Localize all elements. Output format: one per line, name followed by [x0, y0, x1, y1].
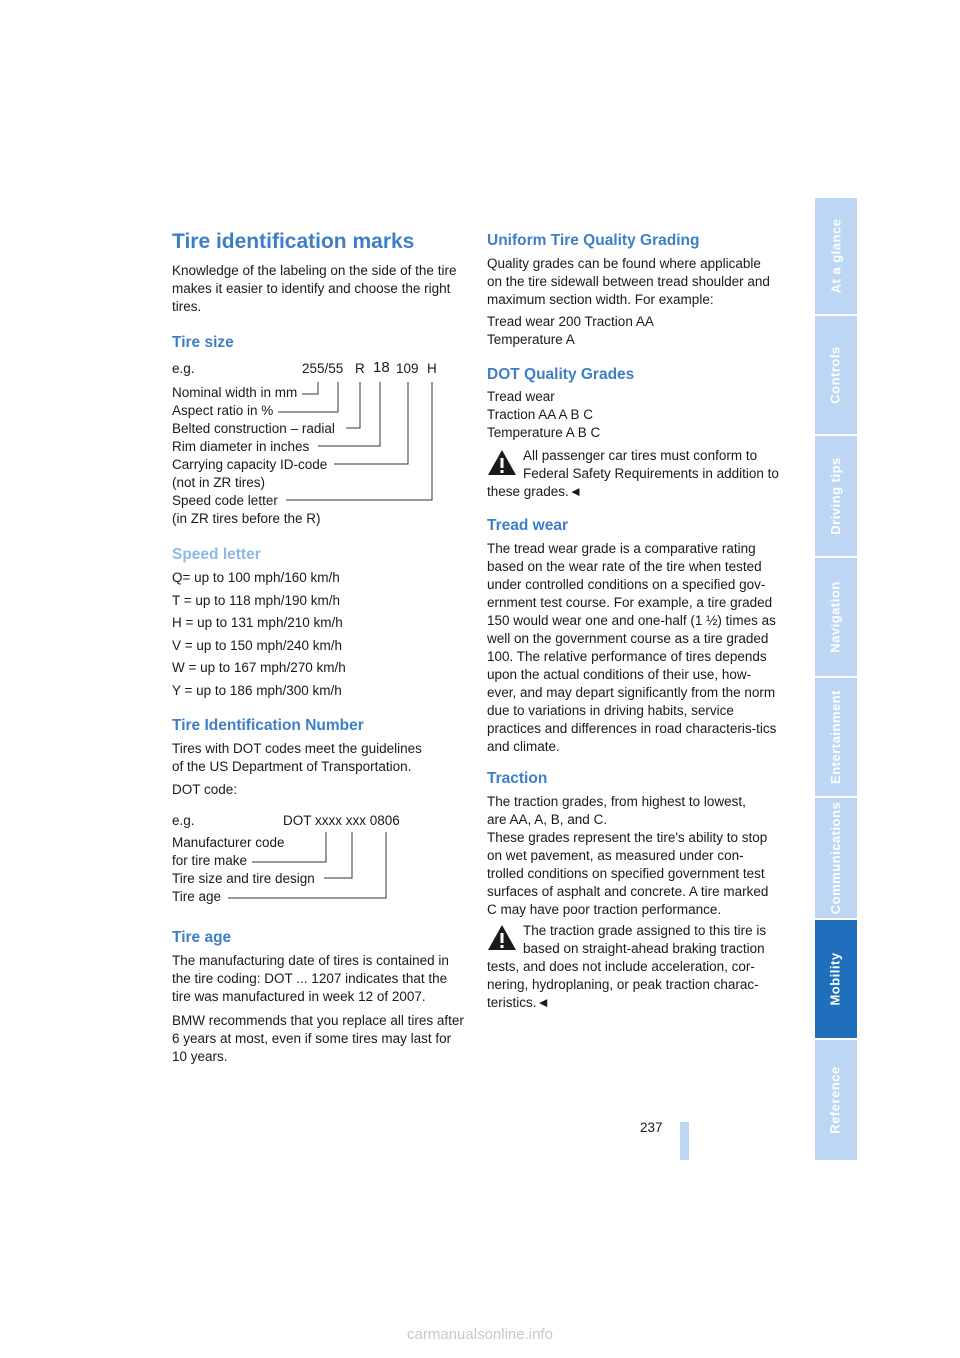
tire-age-paragraph: BMW recommends that you replace all tires after 6 years at most, even if some tires may last for 10 years. — [172, 1013, 464, 1064]
side-tab-mobility[interactable] — [815, 920, 857, 1038]
label-for-tire-make: for tire make — [172, 853, 248, 868]
warning-icon — [487, 449, 517, 476]
dot-grades-warning — [487, 447, 779, 501]
dot-code-example: DOT xxxx xxx 0806 — [283, 813, 400, 828]
speed-letter-item: Q= up to 100 mph/160 km/h — [172, 570, 340, 585]
side-tab-at-a-glance[interactable] — [815, 198, 857, 314]
speed-letter-item: V = up to 150 mph/240 km/h — [172, 637, 342, 653]
label-nominal-width: Nominal width in mm — [172, 385, 298, 400]
traction-warning — [487, 922, 779, 1012]
label-belted-construction: Belted construction – radial — [172, 421, 335, 436]
code-width-ratio: 255/55 — [302, 361, 344, 376]
tire-age-paragraph: The manufacturing date of tires is contained in the tire coding: DOT ... 1207 indicates that the tire was manufactured in week 12 of 2007. — [172, 953, 449, 1004]
tin-text: Tires with DOT codes meet the guidelines of the US Department of Transportation. — [172, 741, 422, 774]
tread-wear-text: The tread wear grade is a comparative rating based on the wear rate of the tire when tested under controlled conditions on a specified gov-ernment test course. For example, a tire graded 150 would wear one and one-half (1 ½) times as well on the government course as a tire graded 100. The relative performance of tires depends upon the actual conditions of their use, how-ever, and may depart significantly from the norm due to variations in driving habits, service practices and differences in road characteris-tics and climate. — [487, 541, 777, 754]
utqg-heading: Uniform Tire Quality Grading — [487, 232, 700, 249]
tire-size-heading: Tire size — [172, 334, 234, 351]
side-tab-label: Navigation — [828, 581, 843, 653]
label-tire-age: Tire age — [172, 889, 222, 904]
tire-age-heading: Tire age — [172, 929, 232, 946]
page-title: Tire identification marks — [172, 230, 415, 253]
warning-text: The traction grade assigned to this tire is based on straight-ahead braking traction tests, and does not include acceleration, cor-nering, hydroplaning, or peak traction charac-teristics.◄ — [487, 923, 767, 1010]
label-manufacturer-code: Manufacturer code — [172, 835, 285, 850]
warning-text: All passenger car tires must conform to Federal Safety Requirements in addition to these grades.◄ — [487, 448, 779, 499]
label-speed-code: Speed code letter — [172, 493, 278, 508]
utqg-text: Quality grades can be found where applicable on the tire sidewall between tread shoulder and maximum section width. For example: — [487, 256, 770, 307]
tire-size-eg: e.g. — [172, 361, 195, 376]
dot-grades-text: Tread wear Traction AA A B C Temperature A B C — [487, 389, 601, 440]
dot-code-diagram — [172, 812, 432, 907]
speed-letter-item: W = up to 167 mph/270 km/h — [172, 660, 346, 676]
traction-heading: Traction — [487, 770, 548, 787]
side-tab-label: At a glance — [828, 218, 844, 294]
intro-text: Knowledge of the labeling on the side of the tire makes it easier to identify and choose the right tires. — [172, 263, 457, 314]
dot-eg: e.g. — [172, 813, 195, 828]
code-speed-letter: H — [427, 361, 437, 376]
side-tab-label: Driving tips — [828, 457, 844, 535]
tire-size-diagram — [172, 360, 472, 530]
utqg-example: Tread wear 200 Traction AA Temperature A — [487, 314, 654, 347]
page-number: 237 — [640, 1120, 663, 1135]
warning-icon — [487, 924, 517, 951]
label-zr-note: (in ZR tires before the R) — [172, 511, 321, 526]
label-rim-diameter: Rim diameter in inches — [172, 439, 310, 454]
watermark: carmanualsonline.info — [407, 1326, 553, 1343]
side-tab-reference[interactable] — [815, 1040, 857, 1160]
speed-letter-item: Y = up to 186 mph/300 km/h — [172, 682, 342, 698]
dot-code-label: DOT code: — [172, 782, 238, 797]
label-carrying-capacity: Carrying capacity ID-code — [172, 457, 328, 472]
code-load-index: 109 — [396, 361, 419, 376]
code-rim-diameter: 18 — [373, 359, 390, 376]
side-tab-label: Reference — [828, 1066, 843, 1134]
tin-heading: Tire Identification Number — [172, 717, 364, 734]
speed-letter-item: H = up to 131 mph/210 km/h — [172, 615, 343, 631]
side-tab-entertainment[interactable] — [815, 678, 857, 796]
dot-grades-heading: DOT Quality Grades — [487, 366, 635, 383]
tread-wear-heading: Tread wear — [487, 517, 568, 534]
speed-letter-heading: Speed letter — [172, 546, 261, 563]
side-tab-driving-tips[interactable] — [815, 436, 857, 556]
side-tab-label: Controls — [828, 346, 844, 404]
speed-letter-list — [172, 569, 464, 705]
traction-text: The traction grades, from highest to lowest, are AA, A, B, and C. These grades represent the tire's ability to stop on wet pavement, as measured under con-trolled conditions on specified government test surfaces of asphalt and concrete. A tire marked C may have poor traction performance. — [487, 794, 769, 917]
page-number-bar — [680, 1122, 689, 1160]
label-tire-size-design: Tire size and tire design — [172, 871, 315, 886]
speed-letter-item: T = up to 118 mph/190 km/h — [172, 592, 340, 608]
side-tab-communications[interactable] — [815, 798, 857, 918]
side-tab-label: Entertainment — [828, 690, 843, 784]
tire-age-body — [172, 952, 464, 1072]
side-tab-navigation[interactable] — [815, 558, 857, 676]
side-tab-controls[interactable] — [815, 316, 857, 434]
label-aspect-ratio: Aspect ratio in % — [172, 403, 274, 418]
label-not-in-zr: (not in ZR tires) — [172, 475, 266, 490]
side-tab-label: Mobility — [828, 952, 844, 1006]
code-construction: R — [355, 361, 365, 376]
side-tab-label: Communications — [828, 801, 843, 915]
